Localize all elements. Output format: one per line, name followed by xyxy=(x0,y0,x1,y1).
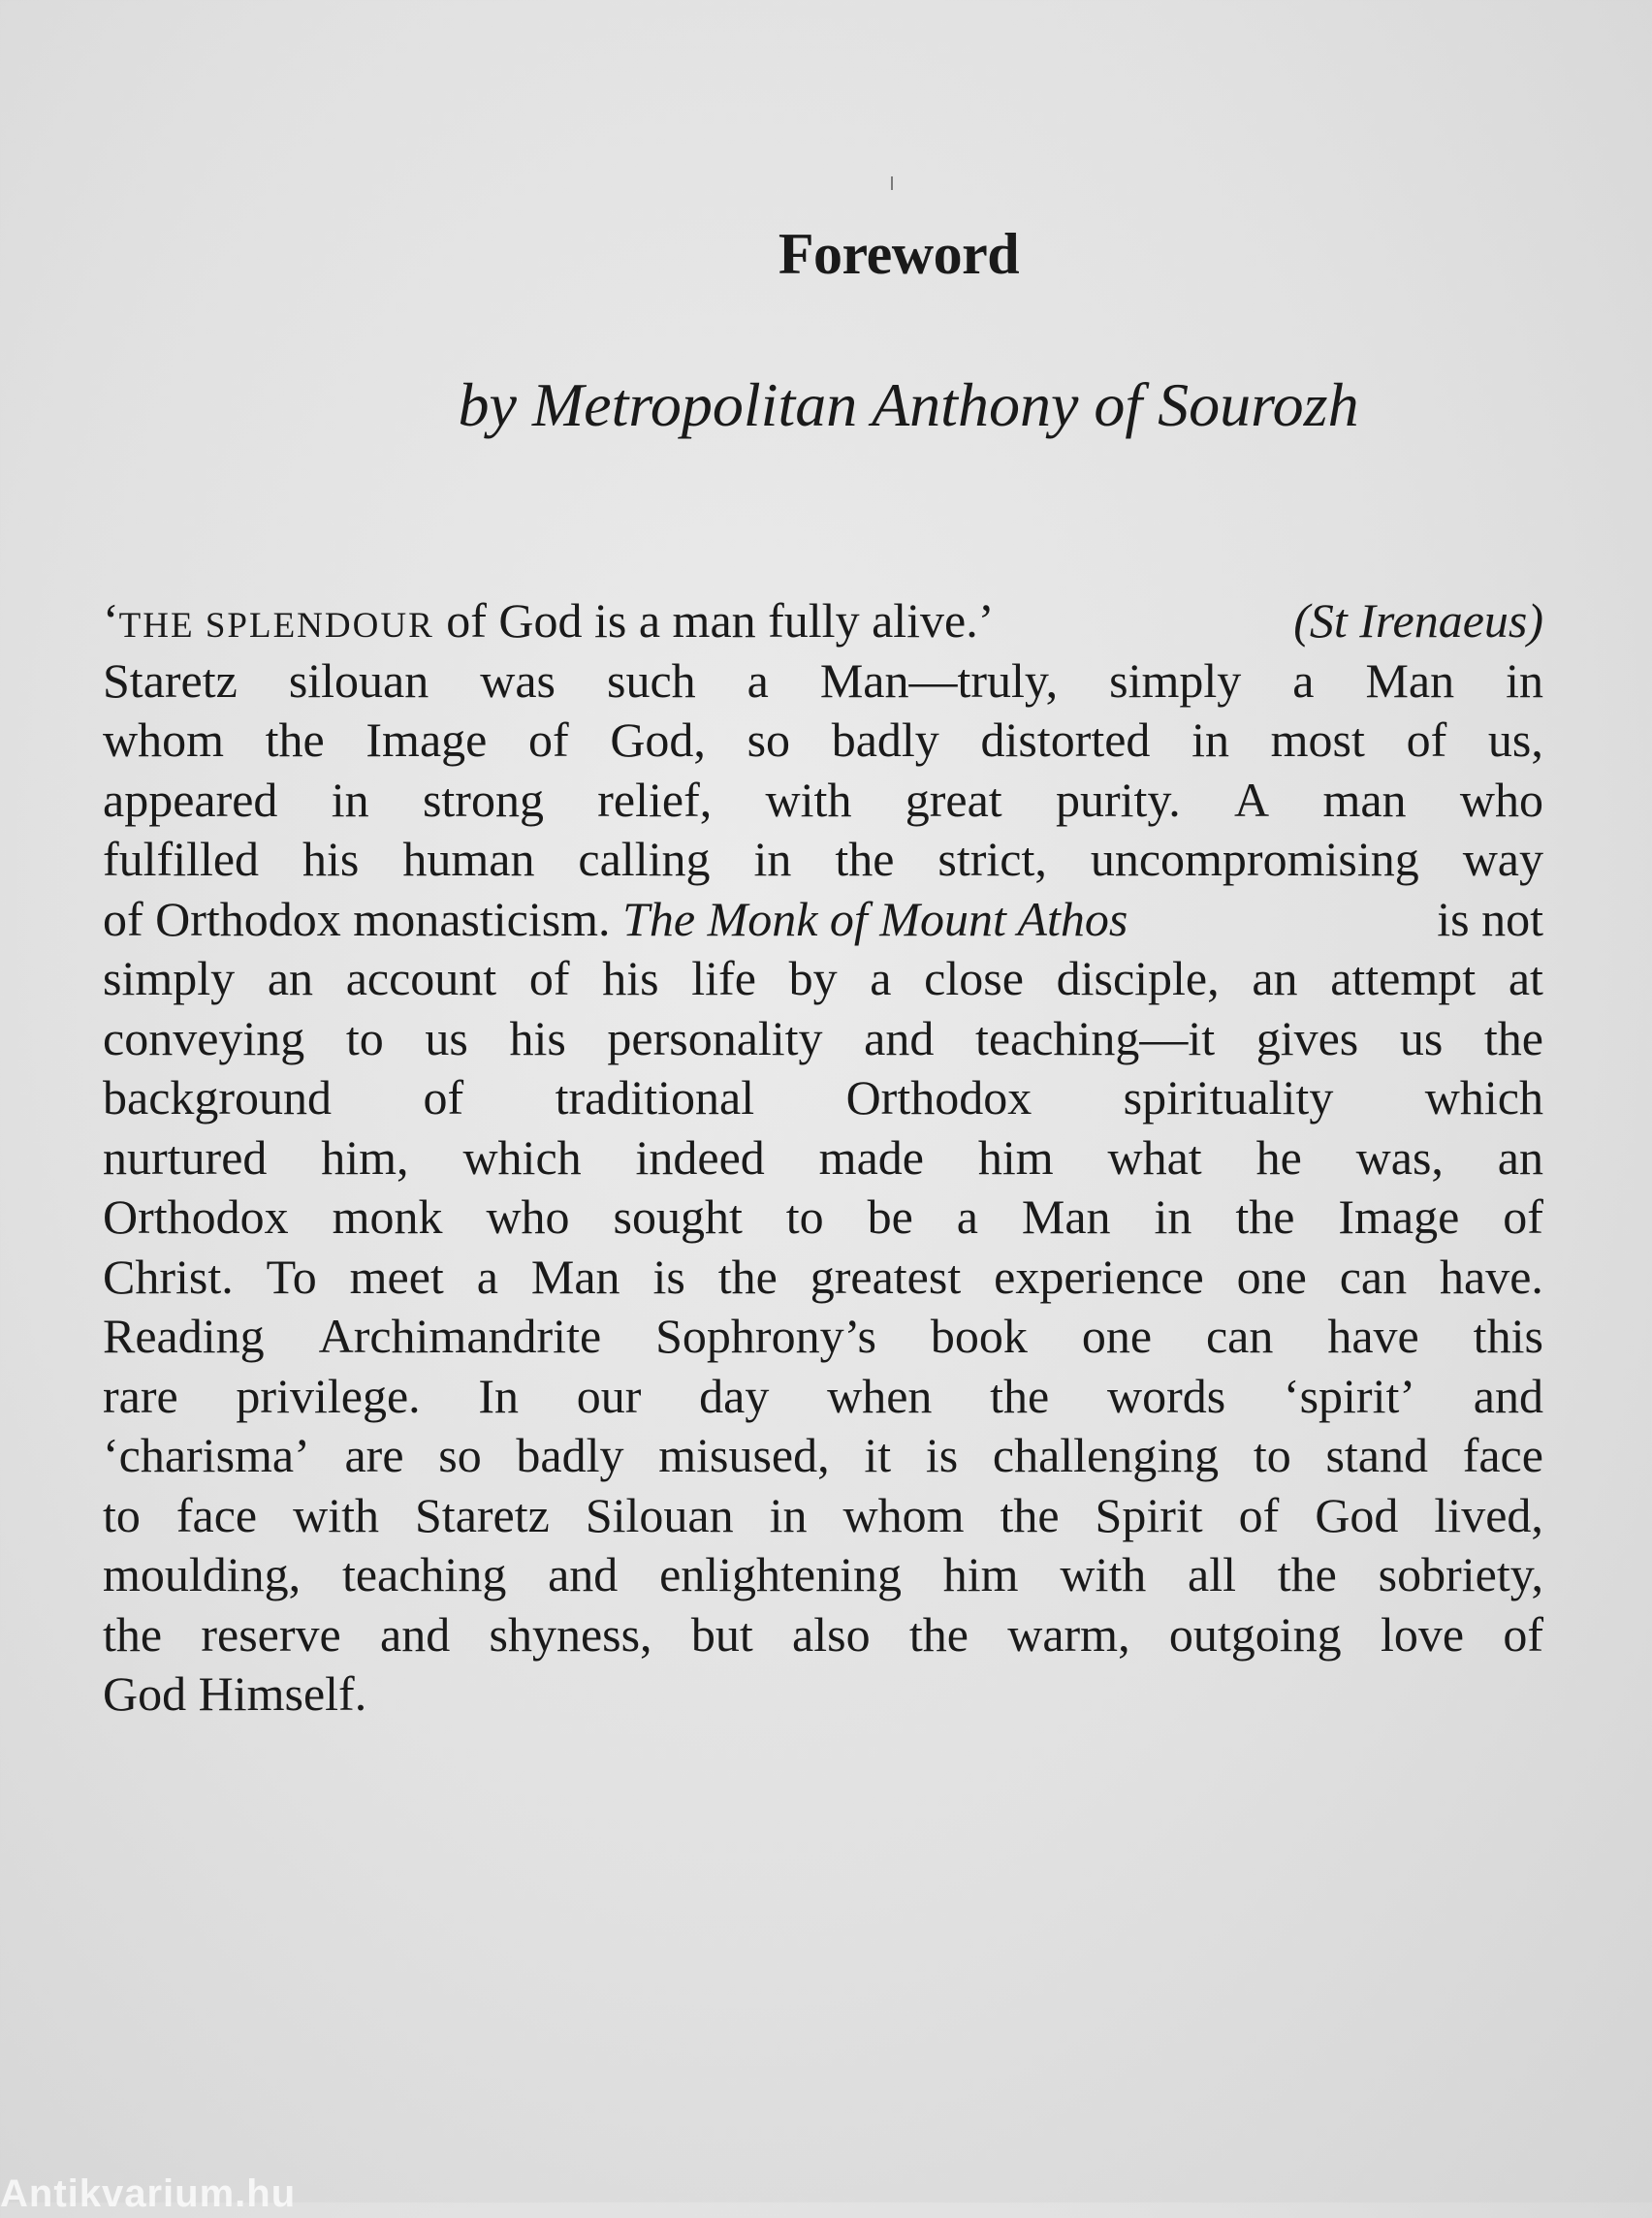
word: be xyxy=(867,1189,913,1244)
text-line xyxy=(103,1426,1543,1486)
text-line xyxy=(103,1188,1543,1248)
word: what xyxy=(1107,1129,1202,1185)
word: he xyxy=(1255,1129,1302,1185)
word: in xyxy=(1506,652,1543,708)
word: in xyxy=(753,832,792,886)
word: in xyxy=(769,1487,808,1542)
word: so xyxy=(438,1428,482,1482)
word: to xyxy=(345,1010,384,1065)
word: at xyxy=(1508,951,1543,1005)
word: to xyxy=(103,1487,141,1542)
word: uncompromising xyxy=(1090,832,1419,886)
word: greatest xyxy=(810,1249,962,1304)
text-line xyxy=(103,1128,1543,1188)
word: account xyxy=(345,951,497,1005)
word: is xyxy=(925,1428,959,1482)
word: his xyxy=(602,951,659,1005)
text-line xyxy=(103,949,1543,1009)
word: a xyxy=(476,1249,498,1304)
word: moulding, xyxy=(103,1547,302,1601)
word: all xyxy=(1188,1547,1236,1601)
word: warm, xyxy=(1007,1606,1130,1662)
text-line: God Himself. xyxy=(103,1666,367,1721)
word: was, xyxy=(1355,1129,1444,1185)
word: ‘charisma’ xyxy=(103,1428,310,1482)
word: stand xyxy=(1325,1428,1428,1482)
word: can xyxy=(1205,1309,1274,1363)
page-mark xyxy=(891,176,893,190)
word: traditional xyxy=(555,1070,755,1125)
word: his xyxy=(509,1010,566,1065)
word: which xyxy=(1424,1070,1543,1125)
word: sought xyxy=(613,1189,743,1244)
word: way xyxy=(1462,832,1543,886)
word: him xyxy=(977,1129,1054,1185)
word: whom xyxy=(842,1487,965,1542)
word: simply xyxy=(1109,652,1242,708)
text-line xyxy=(103,830,1543,890)
word: by xyxy=(788,951,838,1005)
text-line: of Orthodox monasticism. The Monk of Mount Athos is not xyxy=(103,891,1543,946)
word: sobriety, xyxy=(1378,1547,1543,1601)
byline: by Metropolitan Anthony of Sourozh xyxy=(458,370,1359,439)
word: his xyxy=(302,832,360,886)
word: Spirit xyxy=(1095,1487,1203,1542)
word: book xyxy=(930,1309,1028,1363)
word: misused, xyxy=(658,1428,830,1482)
word: the xyxy=(1483,1010,1543,1065)
word: calling xyxy=(578,832,711,886)
word: spirituality xyxy=(1123,1070,1334,1125)
word: can xyxy=(1339,1249,1408,1304)
word: conveying xyxy=(103,1010,305,1065)
word: personality xyxy=(607,1010,823,1065)
word: disciple, xyxy=(1056,951,1220,1005)
word: appeared xyxy=(103,772,278,827)
text-line xyxy=(103,1486,1543,1546)
word: of xyxy=(528,713,569,767)
word: strict, xyxy=(937,832,1047,886)
word: the xyxy=(1000,1487,1060,1542)
word: the xyxy=(1235,1189,1295,1244)
word: God, xyxy=(610,713,706,767)
word: ‘spirit’ xyxy=(1283,1368,1416,1423)
word: face xyxy=(1462,1428,1543,1482)
small-caps-opening: THE SPLENDOUR xyxy=(118,606,434,646)
word: teaching—it xyxy=(974,1010,1216,1065)
word: him xyxy=(942,1547,1019,1601)
word: in xyxy=(1191,713,1229,767)
word: an xyxy=(267,951,314,1005)
word: a xyxy=(1292,652,1315,708)
word: love xyxy=(1380,1606,1465,1662)
word: us xyxy=(425,1010,468,1065)
citation: (St Irenaeus) xyxy=(1293,593,1543,648)
word: badly xyxy=(831,713,939,767)
word: whom xyxy=(103,713,224,767)
word: also xyxy=(792,1606,871,1662)
word: is xyxy=(652,1249,685,1304)
word: outgoing xyxy=(1168,1606,1342,1662)
word: enlightening xyxy=(659,1547,903,1601)
word: life xyxy=(691,951,756,1005)
word: the xyxy=(908,1606,969,1662)
word: our xyxy=(576,1368,642,1423)
word: with xyxy=(293,1487,380,1542)
word: Man xyxy=(530,1249,620,1304)
word: Christ. xyxy=(103,1249,234,1304)
word: to xyxy=(785,1189,824,1244)
word: face xyxy=(175,1487,258,1542)
text-line xyxy=(103,1307,1543,1367)
word: challenging xyxy=(992,1428,1220,1482)
word: the xyxy=(1277,1547,1337,1601)
word: are xyxy=(344,1428,404,1482)
word: so xyxy=(747,713,791,767)
word: great xyxy=(905,772,1002,827)
word: Archimandrite xyxy=(318,1309,602,1363)
word: in xyxy=(1154,1189,1192,1244)
word: with xyxy=(1060,1547,1147,1601)
word: lived, xyxy=(1434,1487,1543,1542)
word: most xyxy=(1270,713,1365,767)
word: a xyxy=(956,1189,978,1244)
word: who xyxy=(486,1189,570,1244)
word: and xyxy=(864,1010,935,1065)
text-line xyxy=(103,1248,1543,1308)
word: Orthodox xyxy=(845,1070,1032,1125)
page-title: Foreword xyxy=(778,222,1020,286)
word: the xyxy=(265,713,325,767)
word: but xyxy=(690,1606,753,1662)
word: the xyxy=(103,1606,163,1662)
word: close xyxy=(924,951,1024,1005)
word: Orthodox xyxy=(103,1189,289,1244)
word: simply xyxy=(103,951,236,1005)
word: an xyxy=(1252,951,1298,1005)
word: Staretz xyxy=(415,1487,550,1542)
word: day xyxy=(699,1368,770,1423)
word: to xyxy=(1253,1428,1291,1482)
word: meet xyxy=(349,1249,444,1304)
text-line xyxy=(103,651,1543,712)
word: one xyxy=(1081,1309,1153,1363)
word: privilege. xyxy=(236,1368,421,1423)
word: it xyxy=(864,1428,892,1482)
word: human xyxy=(402,832,535,886)
word: background xyxy=(103,1070,333,1125)
word: Image xyxy=(1338,1189,1460,1244)
word: have xyxy=(1327,1309,1419,1363)
word: God xyxy=(1315,1487,1399,1542)
word: with xyxy=(765,772,852,827)
word: a xyxy=(870,951,892,1005)
word: Man xyxy=(1365,652,1455,708)
word: Staretz xyxy=(103,652,238,708)
word: distorted xyxy=(980,713,1151,767)
foreword-body xyxy=(103,591,1543,1725)
word: him, xyxy=(321,1129,409,1185)
text-line xyxy=(103,771,1543,831)
word: Image xyxy=(365,713,488,767)
text-line xyxy=(103,711,1543,771)
word: relief, xyxy=(597,772,713,827)
book-title: The Monk of Mount Athos xyxy=(622,891,1128,946)
word: strong xyxy=(422,772,544,827)
word: when xyxy=(827,1368,933,1423)
word: of xyxy=(528,951,570,1005)
word: attempt xyxy=(1330,951,1477,1005)
word: and xyxy=(548,1547,619,1601)
word: who xyxy=(1459,772,1543,827)
word: rare xyxy=(103,1368,178,1423)
word: silouan xyxy=(288,652,429,708)
word: of xyxy=(1406,713,1447,767)
word: Silouan xyxy=(585,1487,734,1542)
word: purity. xyxy=(1056,772,1181,827)
word: have. xyxy=(1440,1249,1543,1304)
word: this xyxy=(1473,1309,1543,1363)
word: made xyxy=(818,1129,924,1185)
word: in xyxy=(331,772,369,827)
word: monk xyxy=(332,1189,443,1244)
word: nurtured xyxy=(103,1129,268,1185)
word: A xyxy=(1234,772,1270,827)
word: Man xyxy=(1021,1189,1111,1244)
word: an xyxy=(1497,1129,1543,1185)
word: Sophrony’s xyxy=(655,1309,876,1363)
text-line xyxy=(103,1068,1543,1128)
word: us xyxy=(1399,1010,1444,1065)
word: the xyxy=(835,832,895,886)
watermark: Antikvarium.hu xyxy=(0,2172,297,2215)
word: which xyxy=(462,1129,582,1185)
word: one xyxy=(1236,1249,1307,1304)
word: In xyxy=(478,1368,520,1423)
word: teaching xyxy=(341,1547,507,1601)
word: of xyxy=(1503,1189,1543,1244)
word: experience xyxy=(994,1249,1204,1304)
word: us, xyxy=(1487,713,1543,767)
text-line xyxy=(103,1009,1543,1069)
word: To xyxy=(266,1249,317,1304)
word: fulfilled xyxy=(103,832,260,886)
word: Man—truly, xyxy=(819,652,1059,708)
word: Reading xyxy=(103,1309,265,1363)
word: words xyxy=(1106,1368,1226,1423)
word: gives xyxy=(1255,1010,1359,1065)
word: indeed xyxy=(635,1129,765,1185)
line-segment: ‘THE SPLENDOUR of God is a man fully alive.’ xyxy=(103,593,995,648)
text-line xyxy=(103,1545,1543,1605)
text-line xyxy=(103,591,1543,651)
word: badly xyxy=(516,1428,624,1482)
word: and xyxy=(1473,1368,1543,1423)
word: of xyxy=(1238,1487,1280,1542)
word: the xyxy=(717,1249,778,1304)
word: a xyxy=(747,652,769,708)
text-line xyxy=(103,1605,1543,1665)
word: of xyxy=(423,1070,464,1125)
word: reserve xyxy=(201,1606,341,1662)
word: the xyxy=(990,1368,1050,1423)
word: man xyxy=(1322,772,1407,827)
word: shyness, xyxy=(489,1606,652,1662)
word: such xyxy=(606,652,696,708)
word: of xyxy=(1503,1606,1543,1662)
text-line xyxy=(103,1367,1543,1427)
word: was xyxy=(480,652,556,708)
word: and xyxy=(380,1606,451,1662)
